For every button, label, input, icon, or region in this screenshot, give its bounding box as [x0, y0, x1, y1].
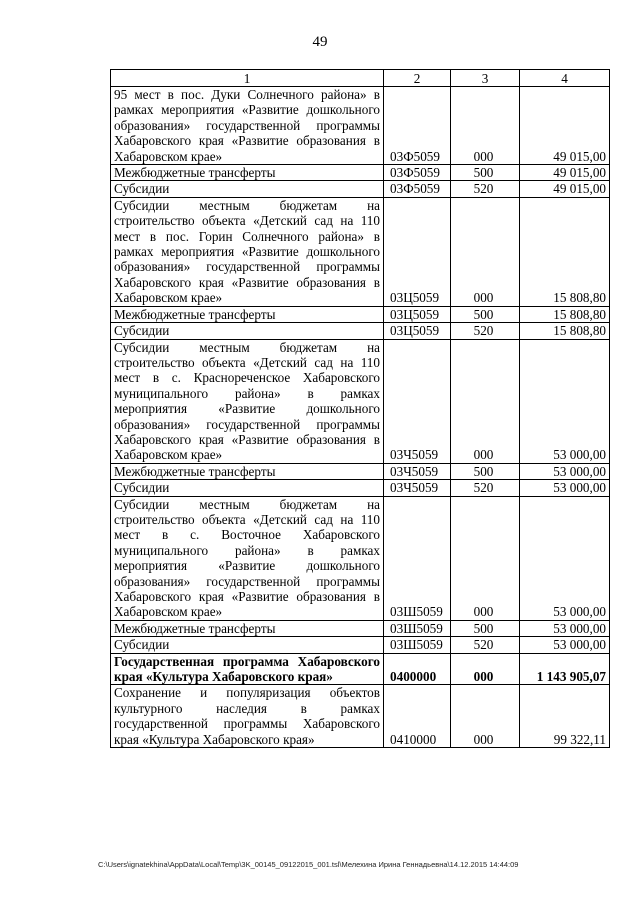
- row-amount: 15 808,80: [520, 197, 610, 306]
- table-row: [111, 197, 610, 306]
- header-col-4: 4: [520, 70, 610, 87]
- row-amount: 53 000,00: [520, 339, 610, 463]
- row-target-code: 03Ф5059: [384, 181, 451, 197]
- row-expense-type: 500: [451, 306, 520, 322]
- table-row: [111, 637, 610, 653]
- table-row: [111, 653, 610, 685]
- row-expense-type: 000: [451, 496, 520, 620]
- row-target-code: 03Ф5059: [384, 165, 451, 181]
- row-expense-type: 000: [451, 653, 520, 685]
- row-amount: 99 322,11: [520, 685, 610, 748]
- row-target-code: 03Ч5059: [384, 480, 451, 496]
- row-expense-type: 000: [451, 197, 520, 306]
- table-row: [111, 181, 610, 197]
- row-target-code: 03Ф5059: [384, 87, 451, 165]
- row-target-code: 03Ц5059: [384, 306, 451, 322]
- row-target-code: 03Ш5059: [384, 496, 451, 620]
- table-row: [111, 165, 610, 181]
- row-expense-type: 000: [451, 339, 520, 463]
- row-description: Сохранение и популяризация объектов культурного наследия в рамках государственной программы Хабаровского края «Культура Хабаровского края»: [111, 685, 384, 748]
- row-amount: 53 000,00: [520, 463, 610, 479]
- row-description: Субсидии: [111, 181, 384, 197]
- table-body: [111, 87, 610, 748]
- row-target-code: 03Ч5059: [384, 463, 451, 479]
- row-description: Субсидии местным бюджетам на строительство объекта «Детский сад на 110 мест в с. Восточное Хабаровского муниципального района» в рамках мероприятия «Развитие дошкольного образования» государственной программы Хабаровского края «Развитие образования в Хабаровском крае»: [111, 496, 384, 620]
- row-description: Межбюджетные трансферты: [111, 306, 384, 322]
- row-expense-type: 500: [451, 620, 520, 636]
- table-row: [111, 306, 610, 322]
- header-col-2: 2: [384, 70, 451, 87]
- table-row: [111, 685, 610, 748]
- header-col-3: 3: [451, 70, 520, 87]
- budget-table: [110, 69, 610, 748]
- row-amount: 49 015,00: [520, 165, 610, 181]
- table-row: [111, 339, 610, 463]
- row-expense-type: 500: [451, 165, 520, 181]
- row-description: 95 мест в пос. Дуки Солнечного района» в рамках мероприятия «Развитие дошкольного образования» государственной программы Хабаровского края «Развитие образования в Хабаровском крае»: [111, 87, 384, 165]
- row-description: Субсидии местным бюджетам на строительство объекта «Детский сад на 110 мест в с. Краснореченское Хабаровского муниципального района» в рамках мероприятия «Развитие дошкольного образования» государственной программы Хабаровского края «Развитие образования в Хабаровском крае»: [111, 339, 384, 463]
- row-amount: 53 000,00: [520, 496, 610, 620]
- row-target-code: 03Ш5059: [384, 620, 451, 636]
- row-target-code: 03Ц5059: [384, 197, 451, 306]
- row-amount: 49 015,00: [520, 181, 610, 197]
- row-target-code: 03Ч5059: [384, 339, 451, 463]
- row-description: Субсидии: [111, 323, 384, 339]
- row-description: Субсидии: [111, 637, 384, 653]
- row-expense-type: 000: [451, 685, 520, 748]
- row-description: Межбюджетные трансферты: [111, 463, 384, 479]
- table-row: [111, 496, 610, 620]
- table-row: [111, 480, 610, 496]
- table-row: [111, 323, 610, 339]
- page-number: 49: [312, 34, 328, 50]
- table-header-row: [111, 70, 610, 87]
- row-expense-type: 520: [451, 323, 520, 339]
- row-amount: 15 808,80: [520, 306, 610, 322]
- row-expense-type: 520: [451, 181, 520, 197]
- row-expense-type: 520: [451, 637, 520, 653]
- row-amount: 53 000,00: [520, 637, 610, 653]
- row-description: Межбюджетные трансферты: [111, 165, 384, 181]
- table-row: [111, 620, 610, 636]
- row-description: Межбюджетные трансферты: [111, 620, 384, 636]
- row-amount: 53 000,00: [520, 620, 610, 636]
- table-row: [111, 463, 610, 479]
- row-description: Государственная программа Хабаровского края «Культура Хабаровского края»: [111, 653, 384, 685]
- row-amount: 1 143 905,07: [520, 653, 610, 685]
- row-target-code: 0410000: [384, 685, 451, 748]
- row-expense-type: 500: [451, 463, 520, 479]
- row-target-code: 0400000: [384, 653, 451, 685]
- row-amount: 15 808,80: [520, 323, 610, 339]
- row-expense-type: 000: [451, 87, 520, 165]
- row-target-code: 03Ш5059: [384, 637, 451, 653]
- row-description: Субсидии: [111, 480, 384, 496]
- table-row: [111, 87, 610, 165]
- row-target-code: 03Ц5059: [384, 323, 451, 339]
- row-amount: 49 015,00: [520, 87, 610, 165]
- row-description: Субсидии местным бюджетам на строительство объекта «Детский сад на 110 мест в пос. Горин Солнечного района» в рамках мероприятия «Развитие дошкольного образования» государственной программы Хабаровского края «Развитие образования в Хабаровском крае»: [111, 197, 384, 306]
- row-amount: 53 000,00: [520, 480, 610, 496]
- header-col-1: 1: [111, 70, 384, 87]
- document-path-footer: C:\Users\ignatekhina\AppData\Local\Temp\3K_00145_09122015_001.tsl\Мелехина Ирина Геннадьевна\14.12.2015 14:44:09: [98, 860, 519, 869]
- row-expense-type: 520: [451, 480, 520, 496]
